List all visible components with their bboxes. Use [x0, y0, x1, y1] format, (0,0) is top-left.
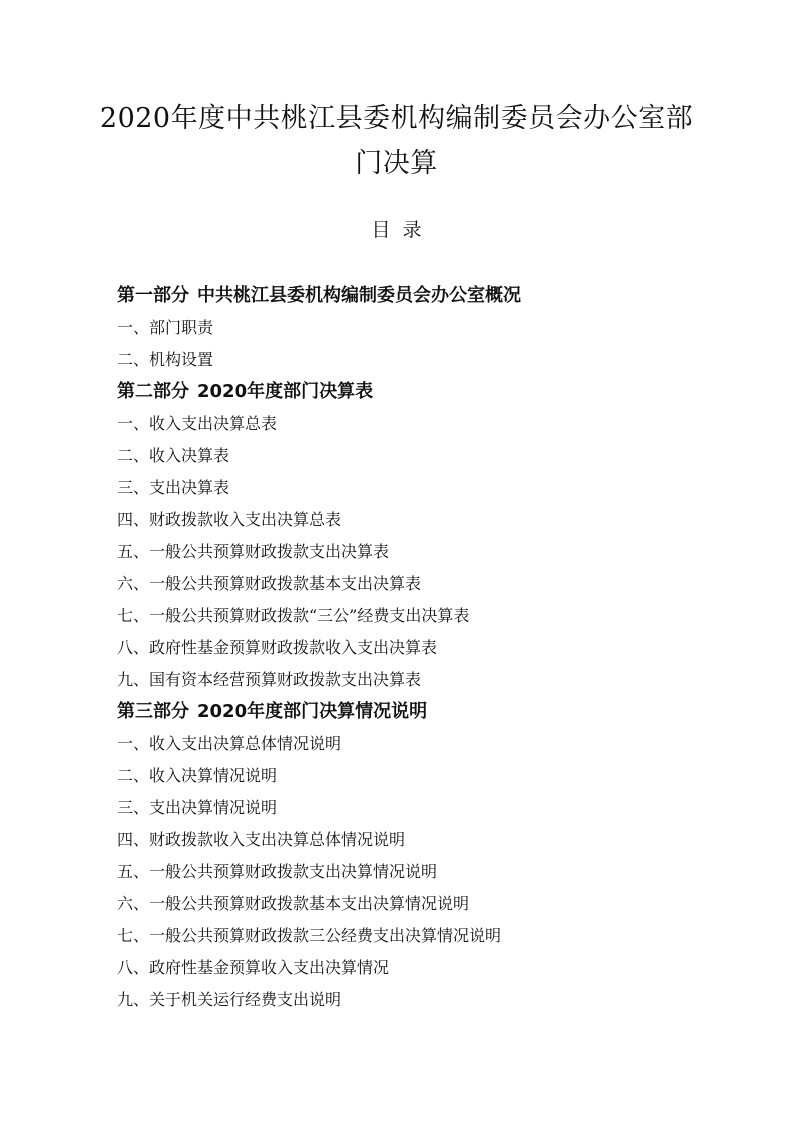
toc-item: 一、部门职责 [117, 318, 214, 337]
toc-part-1-heading [117, 280, 737, 312]
toc-item: 八、政府性基金预算收入支出决算情况 [117, 958, 390, 977]
toc-heading: 目 录 [371, 219, 422, 241]
toc-part-3-heading [117, 696, 737, 728]
toc-item: 一、收入支出决算总体情况说明 [117, 734, 342, 753]
toc-item: 九、国有资本经营预算财政拨款支出决算表 [117, 670, 422, 689]
toc-item: 五、一般公共预算财政拨款支出决算情况说明 [117, 862, 438, 881]
toc-item: 二、机构设置 [117, 350, 214, 369]
toc-item: 二、收入决算情况说明 [117, 766, 278, 785]
toc-item: 二、收入决算表 [117, 446, 230, 465]
toc-part-1-number: 第一部分 [117, 285, 189, 306]
toc-part-2-title: 2020年度部门决算表 [197, 381, 374, 402]
toc-item: 四、财政拨款收入支出决算总体情况说明 [117, 830, 406, 849]
toc-part-2-number: 第二部分 [117, 381, 189, 402]
toc-item: 九、关于机关运行经费支出说明 [117, 990, 342, 1009]
toc-part-3-title: 2020年度部门决算情况说明 [197, 701, 428, 722]
toc-item: 四、财政拨款收入支出决算总表 [117, 510, 342, 529]
document-title [60, 96, 733, 186]
table-of-contents [117, 280, 737, 1016]
document-title-line-2: 门决算 [355, 148, 438, 179]
toc-item: 六、一般公共预算财政拨款基本支出决算情况说明 [117, 894, 470, 913]
toc-item: 三、支出决算情况说明 [117, 798, 278, 817]
toc-item: 三、支出决算表 [117, 478, 230, 497]
toc-part-3-number: 第三部分 [117, 701, 189, 722]
toc-item: 七、一般公共预算财政拨款“三公”经费支出决算表 [117, 606, 470, 625]
toc-item: 一、收入支出决算总表 [117, 414, 278, 433]
toc-part-2-heading [117, 376, 737, 408]
toc-item: 五、一般公共预算财政拨款支出决算表 [117, 542, 390, 561]
document-title-line-1: 2020年度中共桃江县委机构编制委员会办公室部 [99, 103, 694, 134]
toc-item: 七、一般公共预算财政拨款三公经费支出决算情况说明 [117, 926, 502, 945]
toc-item: 八、政府性基金预算财政拨款收入支出决算表 [117, 638, 438, 657]
toc-part-1-title: 中共桃江县委机构编制委员会办公室概况 [197, 285, 521, 306]
toc-item: 六、一般公共预算财政拨款基本支出决算表 [117, 574, 422, 593]
